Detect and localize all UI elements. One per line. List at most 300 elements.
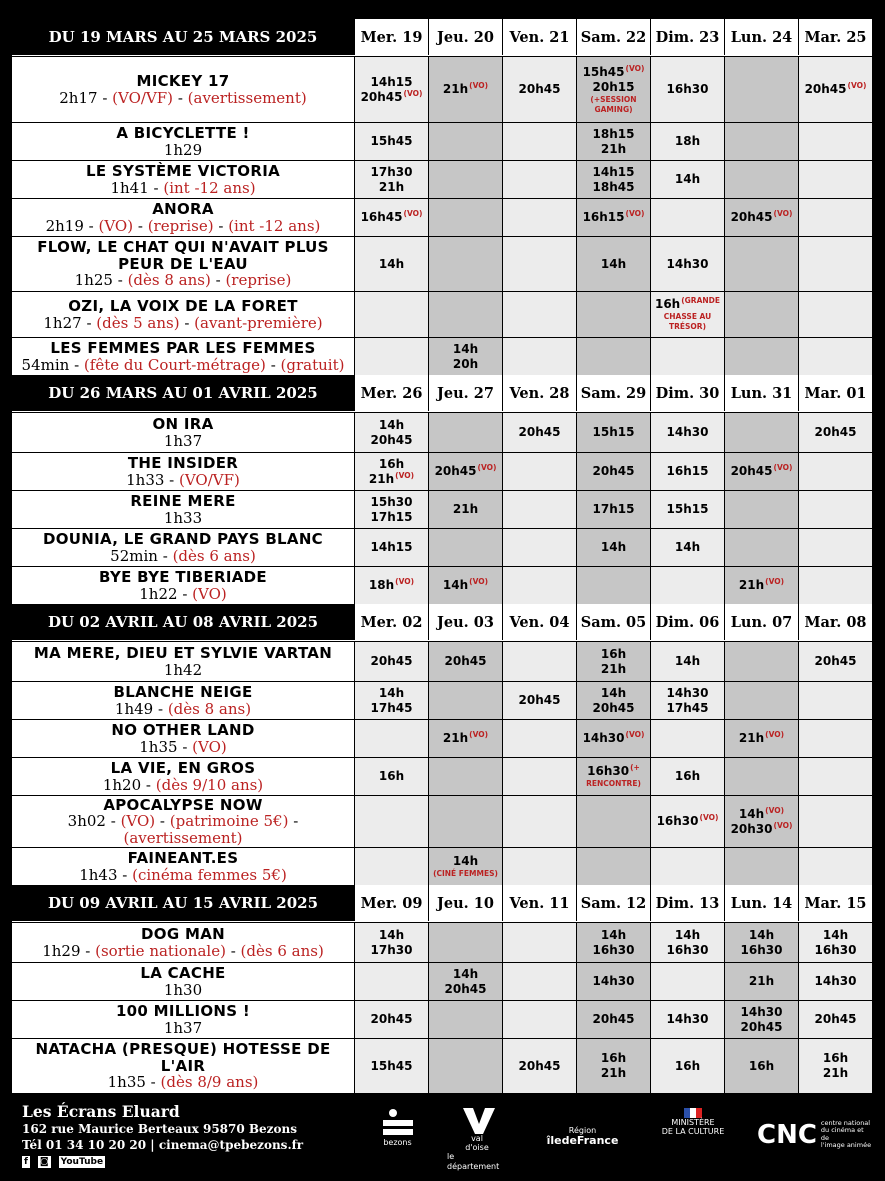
showtime-time: 14h bbox=[452, 966, 479, 981]
film-meta: 1h35 - (VO) bbox=[139, 737, 227, 756]
showtime-cell bbox=[725, 682, 798, 719]
showtime-cell bbox=[725, 237, 798, 291]
film-row bbox=[12, 566, 872, 604]
week-block bbox=[12, 885, 872, 1093]
film-tag: (int -12 ans) bbox=[228, 216, 321, 235]
showtime-time: 20h45 bbox=[434, 464, 477, 478]
showtime-cell bbox=[429, 720, 502, 757]
showtime-cell bbox=[651, 413, 724, 452]
showtime bbox=[371, 495, 413, 510]
showtime-cell bbox=[725, 338, 798, 375]
film-title: LA CACHE bbox=[140, 964, 226, 982]
showtime-cell bbox=[577, 161, 650, 198]
logo-valdoise-1: val bbox=[471, 1134, 483, 1143]
film-tag: (VO) bbox=[120, 812, 156, 831]
showtime-note: (VO) bbox=[765, 577, 785, 586]
showtime-cell bbox=[725, 292, 798, 337]
showtime bbox=[371, 540, 413, 555]
showtime bbox=[371, 654, 413, 669]
showtime-cell bbox=[503, 758, 576, 795]
week-block bbox=[12, 604, 872, 885]
showtime-cell bbox=[355, 338, 428, 375]
day-header: Mer. 02 bbox=[355, 604, 428, 640]
logo-bezons-text: bezons bbox=[383, 1138, 412, 1147]
showtime-cell bbox=[355, 720, 428, 757]
showtime bbox=[667, 464, 709, 479]
film-title: APOCALYPSE NOW bbox=[103, 795, 263, 814]
showtime-cell bbox=[503, 848, 576, 885]
showtime-cell bbox=[725, 1039, 798, 1093]
showtime-cell bbox=[799, 237, 872, 291]
showtime-time: 14h30 bbox=[666, 1012, 709, 1026]
showtime bbox=[749, 1059, 774, 1074]
film-duration: 1h37 bbox=[163, 1018, 203, 1037]
film-duration: 1h20 bbox=[102, 775, 142, 794]
showtime bbox=[815, 943, 857, 958]
showtime-cell bbox=[503, 123, 576, 160]
showtime-cell bbox=[651, 491, 724, 528]
showtime-note: (+ bbox=[630, 763, 640, 773]
showtime bbox=[593, 943, 635, 958]
showtime bbox=[667, 943, 709, 958]
logo-valdoise-2: d'oise bbox=[465, 1143, 489, 1153]
showtime-cell bbox=[429, 682, 502, 719]
showtime-time: 14h30 bbox=[592, 974, 635, 988]
logo-valdoise-3: le département bbox=[447, 1152, 500, 1171]
showtime-cell bbox=[429, 848, 502, 885]
showtime-cell bbox=[429, 758, 502, 795]
showtime bbox=[739, 807, 784, 822]
film-row bbox=[12, 490, 872, 528]
film-row bbox=[12, 1000, 872, 1038]
showtime-time: 17h15 bbox=[592, 502, 635, 516]
film-info bbox=[12, 796, 354, 847]
showtime-cell bbox=[799, 720, 872, 757]
showtime-cell bbox=[577, 963, 650, 1000]
week-header bbox=[12, 604, 872, 641]
showtime-time: 14h15 bbox=[370, 540, 413, 554]
showtime bbox=[675, 540, 700, 555]
showtime-cell bbox=[503, 199, 576, 236]
showtime-time: 16h45 bbox=[360, 210, 403, 224]
showtime-cell bbox=[429, 338, 502, 375]
showtime-time: 17h45 bbox=[666, 700, 709, 715]
showtime-cell bbox=[355, 848, 428, 885]
showtime-cell bbox=[503, 963, 576, 1000]
showtime-time: 14h bbox=[378, 927, 405, 942]
showtime bbox=[369, 472, 414, 487]
showtime-time: 14h30 bbox=[814, 974, 857, 988]
showtime bbox=[823, 1066, 848, 1081]
film-title: THE INSIDER bbox=[127, 454, 239, 472]
day-header: Sam. 05 bbox=[577, 604, 650, 640]
film-info bbox=[12, 413, 354, 452]
logo-cnc bbox=[757, 1120, 872, 1150]
showtime-cell bbox=[725, 413, 798, 452]
film-tag: (VO/VF) bbox=[179, 470, 240, 489]
showtime bbox=[379, 686, 404, 701]
week-title: DU 02 AVRIL AU 08 AVRIL 2025 bbox=[12, 604, 354, 640]
showtime-cell bbox=[429, 453, 502, 490]
schedule bbox=[12, 19, 872, 1093]
showtime-cell bbox=[799, 923, 872, 962]
showtime bbox=[675, 1059, 700, 1074]
showtime-cell bbox=[651, 923, 724, 962]
film-tag: (avertissement) bbox=[187, 88, 307, 107]
showtime bbox=[749, 928, 774, 943]
week-block bbox=[12, 19, 872, 375]
social-links bbox=[22, 1156, 303, 1168]
showtime-time: 14h bbox=[674, 172, 701, 186]
film-info bbox=[12, 567, 354, 604]
week-title: DU 19 MARS AU 25 MARS 2025 bbox=[12, 19, 354, 55]
showtime-time: 14h15 bbox=[592, 164, 635, 179]
showtime-time: 20h45 bbox=[592, 700, 635, 715]
showtime bbox=[601, 142, 626, 157]
showtime-note: (VO) bbox=[625, 730, 645, 739]
day-header: Sam. 22 bbox=[577, 19, 650, 55]
showtime-cell bbox=[725, 491, 798, 528]
showtime-cell bbox=[355, 57, 428, 122]
logo-bezons bbox=[375, 1108, 420, 1147]
showtime-cell bbox=[577, 682, 650, 719]
showtime-cell bbox=[577, 491, 650, 528]
showtime-time: 21h bbox=[442, 731, 469, 745]
showtime-cell bbox=[429, 796, 502, 847]
showtime-cell bbox=[503, 682, 576, 719]
film-meta: 2h19 - (VO) - (reprise) - (int -12 ans) bbox=[45, 216, 321, 235]
film-info bbox=[12, 453, 354, 490]
showtime-time: 14h bbox=[674, 540, 701, 554]
showtime-cell bbox=[503, 413, 576, 452]
showtime-cell bbox=[429, 923, 502, 962]
showtime-note: (VO) bbox=[403, 88, 423, 98]
showtime-time: 14h30 bbox=[666, 256, 709, 271]
showtime bbox=[739, 578, 784, 593]
film-row bbox=[12, 122, 872, 160]
showtime-time: 21h bbox=[600, 1066, 627, 1080]
cinema-address: 162 rue Maurice Berteaux 95870 Bezons bbox=[22, 1122, 297, 1136]
film-info bbox=[12, 57, 354, 122]
showtime-note: (VO) bbox=[773, 820, 793, 830]
showtime-cell bbox=[651, 720, 724, 757]
showtime-time: 14h bbox=[822, 927, 849, 942]
film-info bbox=[12, 123, 354, 160]
showtime-cell bbox=[429, 292, 502, 337]
film-duration: 1h30 bbox=[163, 980, 203, 999]
showtime-cell bbox=[651, 453, 724, 490]
bezons-mark-icon bbox=[381, 1108, 415, 1138]
showtime bbox=[593, 1012, 635, 1027]
partner-logos bbox=[375, 1108, 875, 1171]
showtime-cell bbox=[429, 491, 502, 528]
showtime-cell bbox=[503, 453, 576, 490]
film-tag: (patrimoine 5€) bbox=[169, 812, 289, 831]
film-info bbox=[12, 963, 354, 1000]
showtime-time: 20h45 bbox=[592, 464, 635, 478]
film-info bbox=[12, 1001, 354, 1038]
showtime-cell bbox=[799, 453, 872, 490]
showtime-cell bbox=[651, 682, 724, 719]
showtime-note: (VO) bbox=[403, 209, 423, 218]
showtime-note: GAMING) bbox=[594, 104, 633, 114]
showtime bbox=[583, 731, 645, 746]
week-title: DU 26 MARS AU 01 AVRIL 2025 bbox=[12, 375, 354, 411]
showtime bbox=[749, 974, 774, 989]
film-meta: 1h25 - (dès 8 ans) - (reprise) bbox=[74, 271, 292, 290]
showtime bbox=[815, 654, 857, 669]
film-duration: 1h35 bbox=[139, 737, 178, 756]
showtime-cell bbox=[577, 237, 650, 291]
film-tag: (dès 6 ans) bbox=[172, 546, 256, 565]
showtime bbox=[371, 701, 413, 716]
showtime-time: 21h bbox=[748, 974, 775, 988]
logo-region-2: îledeFrance bbox=[546, 1134, 619, 1148]
film-duration: 1h35 bbox=[107, 1073, 146, 1092]
showtime-cell bbox=[355, 161, 428, 198]
showtime-cell bbox=[429, 199, 502, 236]
showtime-time: 20h45 bbox=[814, 1012, 857, 1026]
showtime bbox=[667, 257, 709, 272]
showtime-time: 17h30 bbox=[370, 164, 413, 179]
showtime-cell bbox=[725, 161, 798, 198]
youtube-icon[interactable]: YouTube bbox=[60, 1157, 104, 1168]
film-title: LE SYSTÈME VICTORIA bbox=[86, 162, 280, 180]
showtime-cell bbox=[799, 161, 872, 198]
showtime bbox=[731, 464, 793, 479]
showtime-time: 20h45 bbox=[370, 432, 413, 447]
film-title: LA VIE, EN GROS bbox=[110, 759, 256, 777]
film-tag: (int -12 ans) bbox=[163, 178, 256, 197]
logo-region bbox=[540, 1126, 625, 1148]
showtime bbox=[583, 65, 645, 80]
day-header: Dim. 23 bbox=[651, 19, 724, 55]
showtime-cell bbox=[651, 237, 724, 291]
showtime-cell bbox=[577, 529, 650, 566]
showtime-cell bbox=[355, 642, 428, 681]
day-header: Mar. 25 bbox=[799, 19, 872, 55]
film-info bbox=[12, 758, 354, 795]
showtime-cell bbox=[503, 161, 576, 198]
showtime-cell bbox=[725, 1001, 798, 1038]
showtime bbox=[453, 502, 478, 517]
film-tag: (dès 8 ans) bbox=[167, 699, 252, 718]
showtime-cell bbox=[503, 338, 576, 375]
showtime bbox=[361, 210, 423, 225]
showtime-cell bbox=[355, 123, 428, 160]
showtime-time: 14h bbox=[378, 417, 405, 432]
showtime-cell bbox=[799, 57, 872, 122]
day-header: Mer. 09 bbox=[355, 885, 428, 921]
instagram-icon[interactable]: ◙ bbox=[39, 1157, 49, 1168]
film-duration: 1h41 bbox=[110, 178, 149, 197]
showtime-time: 15h15 bbox=[666, 502, 709, 516]
showtime-time: 20h45 bbox=[444, 654, 487, 668]
showtime bbox=[519, 425, 561, 440]
film-title: MICKEY 17 bbox=[136, 72, 230, 90]
showtime-time: 16h bbox=[654, 297, 681, 312]
showtime bbox=[369, 578, 414, 593]
showtime bbox=[675, 134, 700, 149]
showtime bbox=[371, 943, 413, 958]
logo-cnc-mark: CNC bbox=[757, 1119, 817, 1150]
showtime-cell bbox=[651, 796, 724, 847]
showtime-note: (VO) bbox=[625, 209, 645, 218]
film-tag: (gratuit) bbox=[280, 355, 345, 374]
showtime-cell bbox=[429, 1001, 502, 1038]
film-info bbox=[12, 720, 354, 757]
showtime bbox=[667, 686, 709, 701]
showtime-time: 14h bbox=[674, 654, 701, 668]
showtime bbox=[371, 433, 413, 448]
film-title: NO OTHER LAND bbox=[111, 721, 255, 739]
day-header: Jeu. 27 bbox=[429, 375, 502, 411]
showtime-cell bbox=[799, 1001, 872, 1038]
showtime-note: (VO) bbox=[699, 813, 719, 822]
showtime bbox=[379, 257, 404, 272]
showtime-cell bbox=[725, 758, 798, 795]
showtime bbox=[453, 854, 478, 869]
film-row bbox=[12, 337, 872, 375]
showtime-cell bbox=[725, 567, 798, 604]
showtime-note: (VO) bbox=[847, 81, 867, 90]
film-row bbox=[12, 291, 872, 337]
showtime-time: 14h30 bbox=[666, 685, 709, 700]
day-header: Mer. 26 bbox=[355, 375, 428, 411]
showtime-cell bbox=[799, 413, 872, 452]
showtime-time: 20h45 bbox=[730, 210, 773, 224]
showtime-cell bbox=[799, 796, 872, 847]
showtime bbox=[453, 342, 478, 357]
film-duration: 3h02 bbox=[67, 812, 106, 831]
showtime-time: 16h30 bbox=[587, 764, 630, 779]
showtime-cell bbox=[355, 758, 428, 795]
showtime-cell bbox=[799, 123, 872, 160]
french-flag-icon bbox=[684, 1108, 702, 1118]
film-title: FAINEANT.ES bbox=[127, 849, 239, 867]
showtime-time: 14h bbox=[442, 578, 469, 592]
showtime bbox=[593, 974, 635, 989]
showtime-time: 21h bbox=[738, 578, 765, 592]
showtime bbox=[593, 425, 635, 440]
film-tag: (dès 8 ans) bbox=[127, 271, 211, 290]
showtime-time: 18h45 bbox=[592, 179, 635, 194]
film-meta: 52min - (dès 6 ans) bbox=[110, 546, 256, 565]
showtime-cell bbox=[355, 963, 428, 1000]
day-header: Ven. 28 bbox=[503, 375, 576, 411]
film-row bbox=[12, 795, 872, 847]
showtime bbox=[667, 502, 709, 517]
film-row bbox=[12, 922, 872, 962]
showtime-note: (VO) bbox=[765, 730, 785, 739]
showtime bbox=[667, 82, 709, 97]
film-tag: (avertissement) bbox=[123, 828, 243, 847]
film-meta: 1h33 - (VO/VF) bbox=[126, 470, 240, 489]
showtime-cell bbox=[503, 57, 576, 122]
day-header: Mar. 15 bbox=[799, 885, 872, 921]
film-row bbox=[12, 236, 872, 291]
film-row bbox=[12, 56, 872, 122]
day-header: Sam. 12 bbox=[577, 885, 650, 921]
logo-valdoise bbox=[447, 1108, 507, 1171]
film-duration: 1h37 bbox=[163, 431, 203, 450]
film-tag: (dès 8/9 ans) bbox=[160, 1073, 259, 1092]
showtime-cell bbox=[503, 720, 576, 757]
day-header: Dim. 30 bbox=[651, 375, 724, 411]
showtime-cell bbox=[577, 199, 650, 236]
logo-ministere-2: DE LA CULTURE bbox=[661, 1127, 725, 1137]
showtime-cell bbox=[725, 848, 798, 885]
showtime bbox=[675, 654, 700, 669]
showtime-time: 15h45 bbox=[370, 1058, 413, 1073]
day-header: Ven. 04 bbox=[503, 604, 576, 640]
showtime-time: 18h15 bbox=[592, 126, 635, 141]
film-tag: (fête du Court-métrage) bbox=[83, 355, 266, 374]
showtime-time: 16h30 bbox=[656, 814, 699, 828]
showtime bbox=[593, 165, 635, 180]
showtime-cell bbox=[577, 758, 650, 795]
showtime bbox=[741, 1005, 783, 1020]
week-block bbox=[12, 375, 872, 604]
film-meta: 1h41 - (int -12 ans) bbox=[110, 178, 256, 197]
showtime-cell bbox=[577, 338, 650, 375]
film-row bbox=[12, 160, 872, 198]
showtime-cell bbox=[799, 758, 872, 795]
film-meta: 1h22 - (VO) bbox=[139, 584, 227, 603]
showtime-cell bbox=[355, 682, 428, 719]
film-row bbox=[12, 452, 872, 490]
showtime-time: 20h15 bbox=[592, 79, 635, 94]
showtime-cell bbox=[503, 923, 576, 962]
film-row bbox=[12, 847, 872, 885]
showtime bbox=[739, 731, 784, 746]
film-duration: 1h49 bbox=[114, 699, 154, 718]
film-title: BYE BYE TIBERIADE bbox=[99, 568, 267, 586]
showtime-cell bbox=[429, 567, 502, 604]
week-header bbox=[12, 19, 872, 56]
showtime-time: 14h bbox=[600, 685, 627, 700]
showtime-time: 14h bbox=[738, 806, 765, 821]
showtime bbox=[379, 928, 404, 943]
showtime bbox=[601, 662, 626, 677]
facebook-icon[interactable]: f bbox=[24, 1157, 28, 1168]
film-info bbox=[12, 491, 354, 528]
showtime-cell bbox=[503, 642, 576, 681]
film-row bbox=[12, 528, 872, 566]
showtime-time: 17h30 bbox=[370, 942, 413, 957]
film-duration: 1h29 bbox=[42, 941, 81, 960]
showtime-time: 21h bbox=[452, 502, 479, 516]
showtime-time: 18h bbox=[368, 578, 395, 592]
film-row bbox=[12, 681, 872, 719]
footer bbox=[22, 1102, 303, 1168]
showtime-time: 14h bbox=[600, 256, 627, 271]
showtime bbox=[601, 928, 626, 943]
showtime-cell bbox=[577, 567, 650, 604]
showtime-cell bbox=[577, 642, 650, 681]
showtime-time: 21h bbox=[378, 179, 405, 194]
showtime bbox=[371, 134, 413, 149]
showtime bbox=[601, 1066, 626, 1081]
showtime-note: (+SESSION bbox=[590, 94, 637, 104]
film-info bbox=[12, 161, 354, 198]
film-tag: (reprise) bbox=[147, 216, 214, 235]
film-duration: 1h27 bbox=[43, 313, 82, 332]
showtime-cell bbox=[355, 199, 428, 236]
day-header: Dim. 06 bbox=[651, 604, 724, 640]
showtime-note: (GRANDE bbox=[681, 296, 721, 306]
film-meta: 1h20 - (dès 9/10 ans) bbox=[102, 775, 264, 794]
